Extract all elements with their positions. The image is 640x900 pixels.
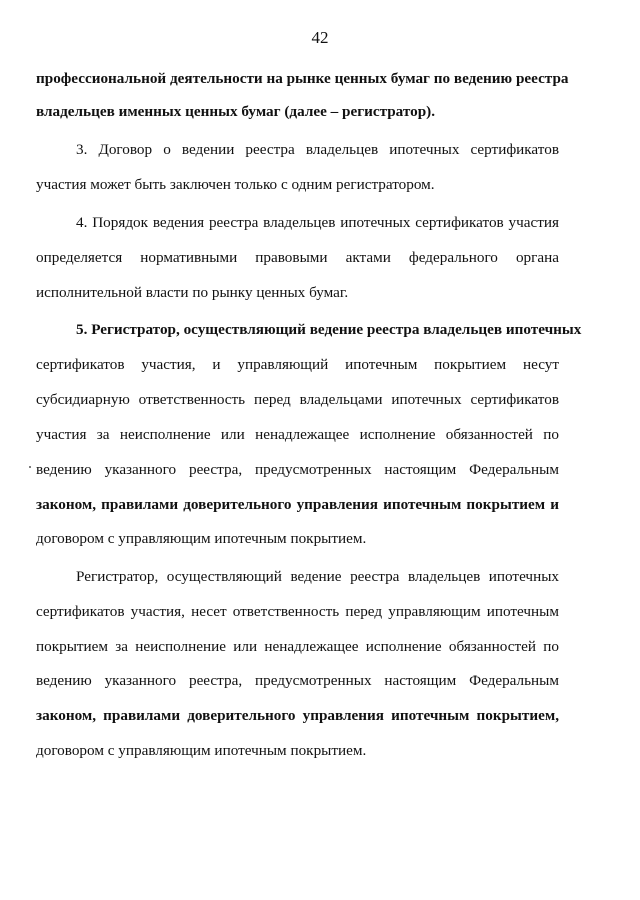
text-line-14: договором с управляющим ипотечным покрытием. xyxy=(36,530,367,547)
text-line-6: определяется нормативными правовыми актами федерального органа xyxy=(36,249,559,266)
text-line-9: сертификатов участия, и управляющий ипотечным покрытием несут xyxy=(36,356,559,373)
text-line-3: 3. Договор о ведении реестра владельцев ипотечных сертификатов xyxy=(76,141,559,158)
text-line-12: ведению указанного реестра, предусмотренных настоящим Федеральным xyxy=(36,461,559,478)
scan-mark xyxy=(29,466,31,468)
text-line-8: 5. Регистратор, осуществляющий ведение реестра владельцев ипотечных xyxy=(76,321,582,338)
text-line-19: законом, правилами доверительного управления ипотечным покрытием, xyxy=(36,707,559,724)
text-line-5: 4. Порядок ведения реестра владельцев ипотечных сертификатов участия xyxy=(76,214,559,231)
text-line-20: договором с управляющим ипотечным покрытием. xyxy=(36,742,367,759)
page-number: 42 xyxy=(311,28,329,47)
text-line-13: законом, правилами доверительного управления ипотечным покрытием и xyxy=(36,496,559,513)
text-line-1: профессиональной деятельности на рынке ценных бумаг по ведению реестра xyxy=(36,70,569,87)
text-line-16: сертификатов участия, несет ответственность перед управляющим ипотечным xyxy=(36,603,559,620)
text-line-11: участия за неисполнение или ненадлежащее исполнение обязанностей по xyxy=(36,426,559,443)
text-line-2: владельцев именных ценных бумаг (далее – регистратор). xyxy=(36,103,436,120)
text-line-7: исполнительной власти по рынку ценных бумаг. xyxy=(36,284,349,301)
text-line-10: субсидиарную ответственность перед владельцами ипотечных сертификатов xyxy=(36,391,559,408)
text-line-18: ведению указанного реестра, предусмотренных настоящим Федеральным xyxy=(36,672,559,689)
text-line-15: Регистратор, осуществляющий ведение реестра владельцев ипотечных xyxy=(76,568,559,585)
text-line-17: покрытием за неисполнение или ненадлежащее исполнение обязанностей по xyxy=(36,638,559,655)
text-line-4: участия может быть заключен только с одним регистратором. xyxy=(36,176,435,193)
